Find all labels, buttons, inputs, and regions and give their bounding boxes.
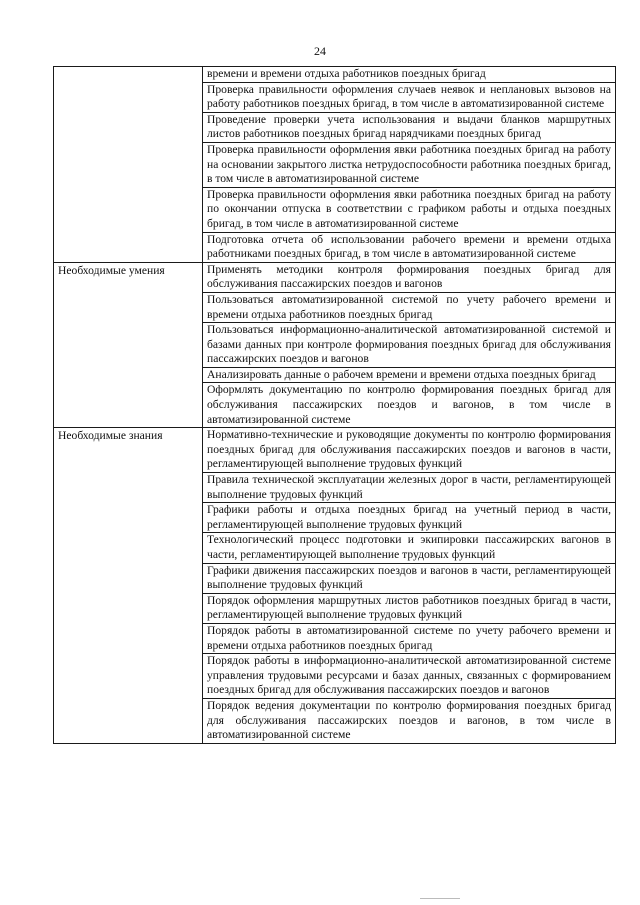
specification-table <box>53 66 616 744</box>
requirement-item: Порядок работы в информационно-аналитической автоматизированной системе управления трудовыми ресурсами и базах данных, связанных с формированием поездных бригад для обслуживания пассажирских поездов и вагонов <box>203 654 616 699</box>
requirement-item: Анализировать данные о рабочем времени и времени отдыха поездных бригад <box>203 367 616 383</box>
section-label: Необходимые знания <box>54 428 203 743</box>
section-label: Необходимые умения <box>54 262 203 428</box>
scan-mark <box>420 898 460 899</box>
table-row <box>54 428 616 473</box>
requirement-item: Порядок работы в автоматизированной системе по учету рабочего времени и времени отдыха работников поездных бригад <box>203 623 616 653</box>
requirement-item: Правила технической эксплуатации железных дорог в части, регламентирующей выполнение трудовых функций <box>203 473 616 503</box>
requirement-item: Оформлять документацию по контролю формирования поездных бригад для обслуживания пассажирских поездов и вагонов, в том числе в автоматизированной системе <box>203 383 616 428</box>
page-number: 24 <box>314 44 326 58</box>
requirement-item: Применять методики контроля формирования поездных бригад для обслуживания пассажирских поездов и вагонов <box>203 262 616 292</box>
requirement-item: Порядок ведения документации по контролю формирования поездных бригад для обслуживания пассажирских поездов и вагонов, в том числе в автоматизированной системе <box>203 698 616 743</box>
requirement-item: Технологический процесс подготовки и экипировки пассажирских вагонов в части, регламентирующей выполнение трудовых функций <box>203 533 616 563</box>
requirement-item: времени и времени отдыха работников поездных бригад <box>203 67 616 83</box>
requirement-item: Проведение проверки учета использования и выдачи бланков маршрутных листов работников поездных бригад нарядчиками поездных бригад <box>203 112 616 142</box>
requirement-item: Проверка правильности оформления явки работника поездных бригад на работу на основании закрытого листка нетрудоспособности работника поездных бригад, в том числе в автоматизированной системе <box>203 142 616 187</box>
requirement-item: Пользоваться автоматизированной системой по учету рабочего времени и времени отдыха работников поездных бригад <box>203 292 616 322</box>
requirement-item: Порядок оформления маршрутных листов работников поездных бригад в части, регламентирующей выполнение трудовых функций <box>203 593 616 623</box>
table-row <box>54 262 616 292</box>
requirement-item: Графики работы и отдыха поездных бригад на учетный период в части, регламентирующей выполнение трудовых функций <box>203 503 616 533</box>
section-label <box>54 67 203 263</box>
table-row <box>54 67 616 83</box>
requirement-item: Графики движения пассажирских поездов и вагонов в части, регламентирующей выполнение трудовых функций <box>203 563 616 593</box>
requirement-item: Пользоваться информационно-аналитической автоматизированной системой и базами данных при контроле формирования поездных бригад для обслуживания пассажирских поездов и вагонов <box>203 323 616 368</box>
requirement-item: Проверка правильности оформления случаев неявок и неплановых вызовов на работу работников поездных бригад, в том числе в автоматизированной системе <box>203 82 616 112</box>
requirement-item: Проверка правильности оформления явки работника поездных бригад на работу по окончании отпуска в соответствии с графиком работы и отдыха поездных бригад, в том числе в автоматизированной системе <box>203 187 616 232</box>
requirement-item: Подготовка отчета об использовании рабочего времени и времени отдыха работниками поездных бригад, в том числе в автоматизированной системе <box>203 232 616 262</box>
requirement-item: Нормативно-технические и руководящие документы по контролю формирования поездных бригад для обслуживания пассажирских поездов и вагонов в части, регламентирующей выполнение трудовых функций <box>203 428 616 473</box>
specification-table-body <box>54 67 616 744</box>
